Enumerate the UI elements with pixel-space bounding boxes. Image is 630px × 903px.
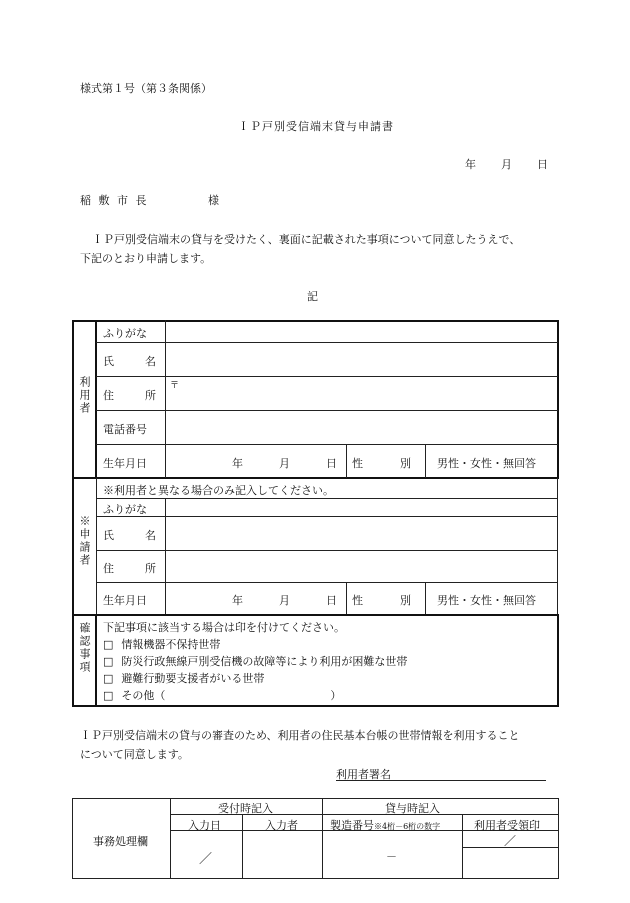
user-birthdate-label: 生年月日 [103, 457, 147, 470]
intro-line-2: 下記のとおり申請します。 [80, 252, 212, 265]
input-date-slash[interactable]: ／ [199, 852, 213, 867]
applicant-birthdate-label: 生年月日 [103, 594, 147, 607]
intro-line-1: ＩＰ戸別受信端末の貸与を受けたく、裏面に記載された事項について同意したうえで、 [92, 233, 521, 246]
consent-line-2: について同意します。 [80, 748, 189, 761]
applicant-birth-day: 日 [326, 594, 337, 607]
confirm-item[interactable]: □ 防災行政無線戸別受信機の故障等により利用が困難な世帯 [103, 655, 408, 668]
form-number: 様式第１号（第３条関係） [80, 82, 212, 95]
applicant-sex-label: 性 別 [352, 594, 416, 607]
checkbox[interactable]: □ [103, 638, 114, 651]
user-section-heading: 利用者 [78, 376, 91, 415]
user-phone-field[interactable] [167, 412, 557, 443]
date-month-label: 月 [501, 158, 512, 171]
lending-heading: 貸与時記入 [385, 802, 440, 815]
checkbox[interactable]: □ [103, 655, 114, 668]
user-sex-options[interactable]: 男性・女性・無回答 [437, 457, 536, 470]
consent-line-1: ＩＰ戸別受信端末の貸与の審査のため、利用者の住民基本台帳の世帯情報を利用すること [80, 729, 520, 742]
user-sex-label: 性 別 [352, 457, 416, 470]
ki-label: 記 [307, 290, 318, 303]
confirm-item[interactable]: □ 避難行動要支援者がいる世帯 [103, 672, 265, 685]
user-name-label: 氏 名 [103, 355, 159, 368]
office-heading: 事務処理欄 [93, 835, 148, 848]
serial-number-dash[interactable]: － [386, 850, 397, 863]
receipt-seal-field[interactable] [464, 849, 558, 878]
form-title: ＩＰ戸別受信端末貸与申請書 [238, 120, 394, 133]
confirm-instruction: 下記事項に該当する場合は印を付けてください。 [103, 621, 345, 634]
user-address-label: 住 所 [103, 389, 159, 402]
user-birth-year: 年 [232, 457, 243, 470]
confirm-item[interactable]: □ 情報機器不保持世帯 [103, 638, 221, 651]
receipt-seal-heading: 利用者受領印 [474, 819, 540, 832]
addressee-city: 稲 敷 市 長 [80, 194, 149, 207]
user-address-field[interactable] [167, 378, 557, 409]
checkbox[interactable]: □ [103, 689, 114, 702]
user-furigana-label: ふりがな [103, 327, 147, 340]
signature-line[interactable] [336, 780, 546, 781]
input-date-heading: 入力日 [188, 819, 221, 832]
applicant-section-heading: ※申請者 [78, 515, 91, 567]
applicant-address-field[interactable] [167, 552, 557, 581]
date-year-label: 年 [465, 158, 476, 171]
signature-label: 利用者署名 [336, 768, 391, 781]
reception-heading: 受付時記入 [218, 802, 273, 815]
user-name-field[interactable] [167, 344, 557, 375]
user-birth-day: 日 [326, 457, 337, 470]
checkbox[interactable]: □ [103, 672, 114, 685]
applicant-furigana-label: ふりがな [103, 503, 147, 516]
confirm-section-heading: 確認事項 [78, 622, 91, 674]
input-person-heading: 入力者 [265, 819, 298, 832]
postal-mark: 〒 [170, 381, 180, 391]
applicant-birth-year: 年 [232, 594, 243, 607]
applicant-name-label: 氏 名 [103, 529, 159, 542]
applicant-note: ※利用者と異なる場合のみ記入してください。 [103, 484, 334, 497]
applicant-furigana-field[interactable] [167, 500, 557, 515]
input-person-field[interactable] [244, 832, 321, 878]
applicant-address-label: 住 所 [103, 562, 159, 575]
user-birth-month: 月 [279, 457, 290, 470]
applicant-sex-options[interactable]: 男性・女性・無回答 [437, 594, 536, 607]
serial-number-heading: 製造番号※4桁－6桁の数字 [330, 819, 441, 832]
applicant-birth-month: 月 [279, 594, 290, 607]
user-phone-label: 電話番号 [103, 423, 147, 436]
receipt-date-slash[interactable]: ／ [504, 834, 517, 848]
user-furigana-field[interactable] [167, 322, 557, 341]
confirm-item[interactable]: □ その他（ ） [103, 689, 342, 702]
date-day-label: 日 [537, 158, 548, 171]
applicant-name-field[interactable] [167, 518, 557, 549]
addressee-honorific: 様 [208, 194, 219, 207]
